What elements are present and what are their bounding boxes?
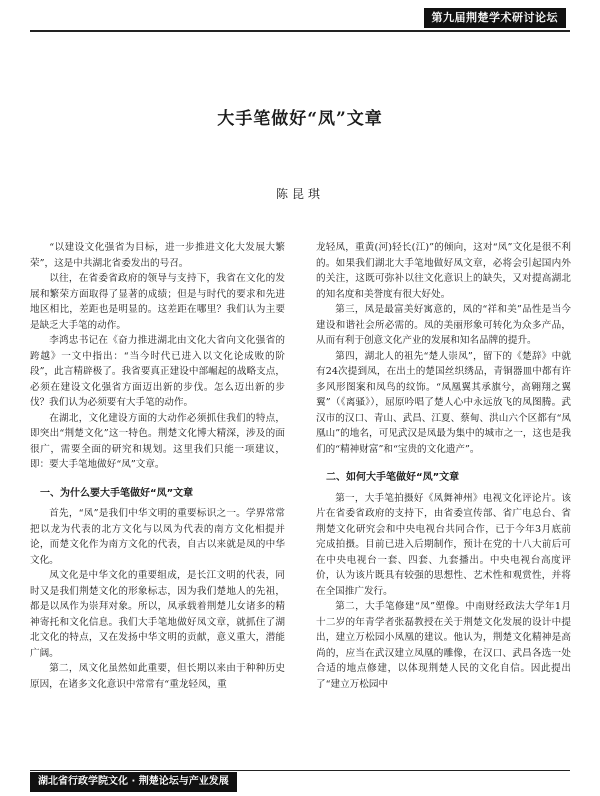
paragraph: 首先，“凤”是我们中华文明的重要标识之一。学界常常把以龙为代表的北方文化与以凤为代表的南方文化相提并论，而楚文化作为南方文化的代表，自古以来就是凤的中华文化。	[30, 508, 285, 566]
paragraph: 第三，凤是最富美好寓意的，凤的“祥和美”品性是当今建设和谐社会所必需的。凤的美丽形象可转化为众多产品，从而有利于创意文化产业的发展和知名品牌的提升。	[316, 304, 571, 346]
paragraph: 第一，大手笔拍摄好《凤舞神州》电视文化评论片。该片在省委省政府的支持下，由省委宣传部、省广电总台、省荆楚文化研究会和中央电视台共同合作，已于今年3月底前完成拍摄。目前已进入后期制作，预计在党的十八大前后可在中央电视台一套、四套、九套播出。中央电视台高度评价，认为该片既具有较强的思想性、艺术性和观赏性，并将在全国推广发行。	[316, 492, 571, 597]
paragraph: 李鸿忠书记在《奋力推进湖北由文化大省向文化强省的跨越》一文中指出：“当今时代已进入以文化论成败的阶段”，此言精辟极了。我省要真正建设中部崛起的战略支点，必须在建设文化强省方面迈出新的步伐。怎么迈出新的步伐？我们认为必须要有大手笔的动作。	[30, 335, 285, 408]
footer-journal-tag: 湖北省行政学院文化 · 荆楚论坛与产业发展	[30, 772, 237, 792]
paragraph: 以往，在省委省政府的领导与支持下，我省在文化的发展和繁荣方面取得了显著的成绩；但是与时代的要求和先进地区相比，差距也是明显的。这差距在哪里？我们认为主要是缺乏大手笔的动作。	[30, 273, 285, 331]
left-column	[30, 240, 285, 692]
paragraph: 凤文化是中华文化的重要组成，是长江文明的代表，同时又是我们荆楚文化的形象标志，因为我们楚地人的先祖，都是以凤作为崇拜对象。所以，凤承载着荆楚儿女诸多的精神寄托和文化信息。我们大手笔地做好凤文章，就抓住了湖北文化的特点，又在发扬中华文明的贡献，意义重大，潜能广阔。	[30, 570, 285, 659]
article-author: 陈昆琪	[275, 187, 324, 201]
paragraph: 在湖北，文化建设方面的大动作必须抓住我们的特点，即突出“荆楚文化”这一特色。荆楚文化博大精深，涉及的面很广，需要全面的研究和规划。这里我们只能一项建议，即：要大手笔地做好“凤”文章。	[30, 412, 285, 470]
paragraph: 第二，大手笔修建“凤”塑像。中南财经政法大学年1月十二岁的年青学者张磊教授在关于荆楚文化发展的设计中提出，建立万松园小凤凰的建议。他认为，荆楚文化精神是高尚的，应当在武汉建立凤凰的雕像，在汉口、武昌各选一处合适的地点修建，以体现荆楚人民的文化自信。因此提出了“建立万松园中	[316, 601, 571, 690]
footer-rule	[30, 770, 570, 771]
paragraph: “以建设文化强省为目标，进一步推进文化大发展大繁荣”，这是中共湖北省委发出的号召。	[30, 242, 285, 269]
paragraph: 龙轻凤，重黄(河)轻长(江)”的倾向，这对“凤”文化是很不利的。如果我们湖北大手笔地做好凤文章，必将会引起国内外的关注，这既可弥补以往文化意识上的缺失，又对提高湖北的知名度和美誉度有很大好处。	[316, 242, 571, 300]
header-rule	[30, 30, 570, 32]
paragraph: 第二，凤文化虽然如此重要，但长期以来由于种种历史原因，在诸多文化意识中常常有“重龙轻凤，重	[30, 663, 285, 690]
article-title: 大手笔做好“凤”文章	[217, 109, 383, 129]
section-heading-2: 二、如何大手笔做好“凤”文章	[326, 472, 460, 483]
section-heading-1: 一、为什么要大手笔做好“凤”文章	[40, 487, 194, 499]
right-column	[316, 240, 571, 692]
header-series-tag: 第九届荆楚学术研讨论坛	[424, 8, 567, 28]
paragraph: 第四，湖北人的祖先“楚人崇凤”，留下的《楚辞》中就有24次提到凤，在出土的楚国丝织绣品，青铜器皿中都有许多风形图案和凤鸟的纹饰。“凤凰翼其承旗兮，高翱翔之翼翼”（《离骚》），屈原吟唱了楚人心中永远放飞的凤图腾。武汉市的汉口、青山、武昌、江夏、蔡甸、洪山六个区都有“凤凰山”的地名，可见武汉是凤最为集中的城市之一，这也是我们的“精神财富”和“宝贵的文化遗产”。	[316, 350, 571, 455]
